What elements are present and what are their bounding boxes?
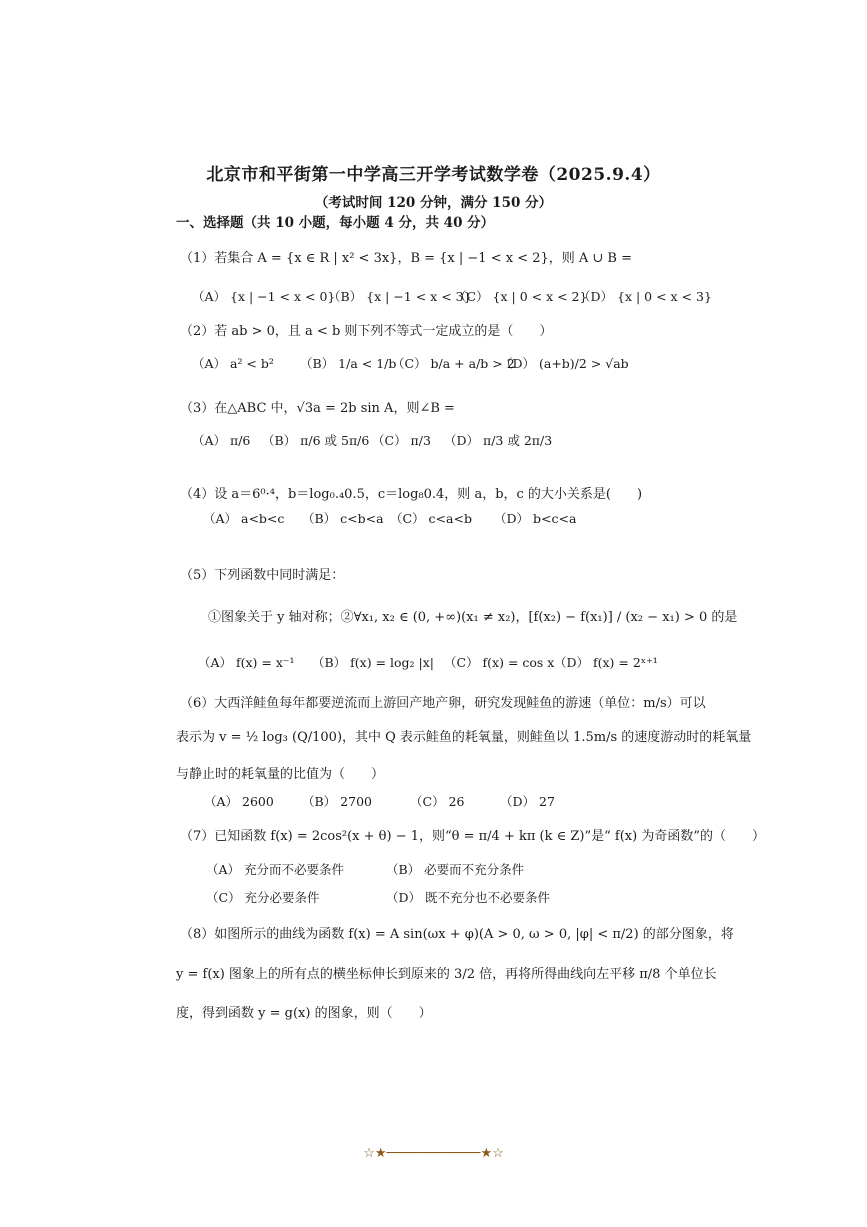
question-3-stem: （3）在△ABC 中，√3a = 2b sin A，则∠B = xyxy=(180,401,455,416)
question-8-stem: （8）如图所示的曲线为函数 f(x) = A sin(ωx + φ)(A > 0, ω > 0, |φ| < π/2) 的部分图象，将 xyxy=(180,927,734,942)
question-5-option-b: （B） f(x) = log₂ |x| xyxy=(312,655,434,670)
question-6-option-a: （A） 2600 xyxy=(204,794,274,809)
question-1-option-a: （A） {x | −1 < x < 0} xyxy=(192,289,336,304)
question-5-option-d: （D） f(x) = 2ˣ⁺¹ xyxy=(554,655,658,670)
page-footer-ornament: ☆★────────────★☆ xyxy=(363,1146,504,1161)
question-5-option-a: （A） f(x) = x⁻¹ xyxy=(198,655,295,670)
question-5-option-c: （C） f(x) = cos x xyxy=(444,655,555,670)
exam-info: （考试时间 120 分钟，满分 150 分） xyxy=(314,195,553,211)
question-7-option-d: （D） 既不充分也不必要条件 xyxy=(386,890,550,905)
question-2-option-d: （D） (a+b)/2 > √ab xyxy=(500,356,629,371)
question-6-option-d: （D） 27 xyxy=(500,794,555,809)
question-4-stem: （4）设 a＝6⁰·⁴，b＝log₀.₄0.5，c＝log₈0.4，则 a，b，c 的大小关系是( ) xyxy=(180,487,643,502)
question-6-option-b: （B） 2700 xyxy=(302,794,372,809)
section-heading: 一、选择题（共 10 小题，每小题 4 分，共 40 分） xyxy=(176,215,495,231)
page-title: 北京市和平街第一中学高三开学考试数学卷（2025.9.4） xyxy=(206,165,661,185)
question-6-line3: 与静止时的耗氧量的比值为（ ） xyxy=(176,767,385,782)
question-7-option-c: （C） 充分必要条件 xyxy=(206,890,320,905)
question-1-option-d: （D） {x | 0 < x < 3} xyxy=(578,289,712,304)
question-1-option-b: （B） {x | −1 < x < 3} xyxy=(328,289,472,304)
question-3-option-b: （B） π/6 或 5π/6 xyxy=(262,433,370,448)
question-8-line3: 度，得到函数 y = g(x) 的图象，则（ ） xyxy=(176,1006,432,1021)
question-4-option-a: （A） a<b<c xyxy=(203,511,285,526)
question-5-stem: （5）下列函数中同时满足： xyxy=(180,568,345,583)
question-3-option-c: （C） π/3 xyxy=(372,433,431,448)
question-2-option-a: （A） a² < b² xyxy=(192,356,274,371)
question-4-option-d: （D） b<c<a xyxy=(494,511,577,526)
question-2-option-b: （B） 1/a < 1/b xyxy=(300,356,397,371)
question-3-option-d: （D） π/3 或 2π/3 xyxy=(444,433,553,448)
question-6-option-c: （C） 26 xyxy=(410,794,465,809)
question-5-conditions: ①图象关于 y 轴对称；②∀x₁, x₂ ∈ (0, +∞)(x₁ ≠ x₂)，[f(x₂) − f(x₁)] / (x₂ − x₁) > 0 的是 xyxy=(208,610,738,625)
question-8-line2: y = f(x) 图象上的所有点的横坐标伸长到原来的 3/2 倍，再将所得曲线向左平移 π/8 个单位长 xyxy=(176,967,717,982)
question-2-option-c: （C） b/a + a/b > 2 xyxy=(392,356,515,371)
question-7-option-a: （A） 充分而不必要条件 xyxy=(206,862,345,877)
question-6-stem: （6）大西洋鲑鱼每年都要逆流而上游回产地产卵，研究发现鲑鱼的游速（单位：m/s）可以 xyxy=(180,696,706,711)
question-1-option-c: （C） {x | 0 < x < 2} xyxy=(454,289,588,304)
question-6-formula-line: 表示为 v = ½ log₃ (Q/100)，其中 Q 表示鲑鱼的耗氧量，则鲑鱼以 1.5m/s 的速度游动时的耗氧量 xyxy=(176,730,752,745)
question-2-stem: （2）若 ab > 0，且 a < b 则下列不等式一定成立的是（ ） xyxy=(180,324,553,339)
question-7-stem: （7）已知函数 f(x) = 2cos²(x + θ) − 1，则“θ = π/4 + kπ (k ∈ Z)”是“ f(x) 为奇函数”的（ ） xyxy=(180,829,765,844)
question-1-stem: （1）若集合 A = {x ∈ R | x² < 3x}，B = {x | −1 < x < 2}，则 A ∪ B = xyxy=(180,251,633,266)
question-4-option-c: （C） c<a<b xyxy=(390,511,472,526)
question-3-option-a: （A） π/6 xyxy=(192,433,251,448)
question-4-option-b: （B） c<b<a xyxy=(302,511,384,526)
question-7-option-b: （B） 必要而不充分条件 xyxy=(386,862,525,877)
